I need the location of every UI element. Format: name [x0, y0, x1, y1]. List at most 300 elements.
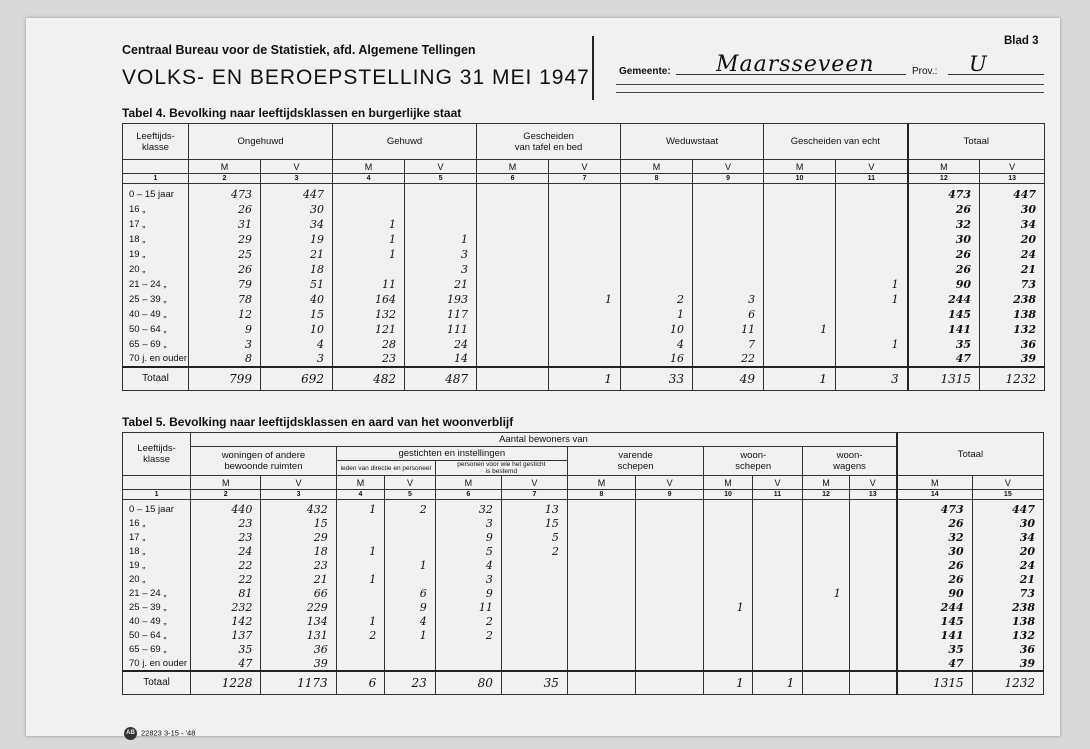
table-row — [123, 531, 1044, 545]
value-cell: 15 — [261, 307, 333, 322]
value-cell — [385, 573, 436, 587]
value-cell — [704, 531, 753, 545]
value-cell: 47 — [897, 657, 972, 671]
value-cell: 1 — [405, 232, 477, 247]
value-cell: 1 — [836, 277, 908, 292]
table-row — [123, 184, 1045, 202]
value-cell — [621, 184, 693, 202]
value-cell — [549, 262, 621, 277]
age-class-cell: 20 „ — [123, 573, 191, 587]
column-index: 5 — [385, 490, 436, 500]
age-class-cell: 70 j. en ouder — [123, 352, 189, 367]
value-cell: 440 — [191, 500, 261, 517]
total-cell: 1228 — [191, 671, 261, 695]
organisation-name: Centraal Bureau voor de Statistiek, afd. Algemene Tellingen — [122, 43, 476, 57]
value-cell: 39 — [261, 657, 336, 671]
value-cell — [336, 601, 385, 615]
value-cell: 9 — [435, 531, 501, 545]
value-cell: 51 — [261, 277, 333, 292]
group-header: Gehuwd — [333, 124, 477, 160]
value-cell: 2 — [501, 545, 567, 559]
table-row — [123, 352, 1045, 367]
value-cell: 473 — [908, 184, 980, 202]
value-cell: 137 — [191, 629, 261, 643]
table-row — [123, 337, 1045, 352]
value-cell — [764, 247, 836, 262]
table-row — [123, 573, 1044, 587]
value-cell: 11 — [333, 277, 405, 292]
value-cell — [704, 643, 753, 657]
value-cell — [477, 202, 549, 217]
value-cell — [752, 587, 803, 601]
value-cell — [405, 217, 477, 232]
total-cell: 487 — [405, 367, 477, 391]
age-class-cell: 40 – 49 „ — [123, 307, 189, 322]
value-cell — [385, 531, 436, 545]
value-cell — [501, 629, 567, 643]
column-index: 15 — [972, 490, 1043, 500]
column-index: 9 — [693, 174, 764, 184]
value-cell — [435, 643, 501, 657]
table-row — [123, 629, 1044, 643]
value-cell — [636, 601, 704, 615]
value-cell — [636, 615, 704, 629]
total-cell: 1 — [704, 671, 753, 695]
age-class-cell: 16 „ — [123, 517, 191, 531]
value-cell — [621, 277, 693, 292]
value-cell: 193 — [405, 292, 477, 307]
value-cell: 1 — [803, 587, 849, 601]
value-cell — [849, 657, 897, 671]
value-cell: 34 — [980, 217, 1045, 232]
value-cell — [704, 587, 753, 601]
column-index: 9 — [636, 490, 704, 500]
value-cell — [764, 337, 836, 352]
table-row — [123, 247, 1045, 262]
value-cell — [836, 217, 908, 232]
value-cell — [693, 262, 764, 277]
value-cell: 9 — [385, 601, 436, 615]
age-class-cell: 25 – 39 „ — [123, 292, 189, 307]
value-cell: 24 — [980, 247, 1045, 262]
value-cell — [405, 202, 477, 217]
value-cell — [549, 307, 621, 322]
value-cell — [849, 601, 897, 615]
value-cell: 22 — [191, 573, 261, 587]
value-cell — [567, 615, 635, 629]
age-class-cell: 0 – 15 jaar — [123, 500, 191, 517]
value-cell: 29 — [189, 232, 261, 247]
value-cell: 35 — [191, 643, 261, 657]
value-cell: 4 — [261, 337, 333, 352]
value-cell — [621, 232, 693, 247]
value-cell: 142 — [191, 615, 261, 629]
value-cell — [693, 247, 764, 262]
total-cell: 1 — [549, 367, 621, 391]
value-cell: 5 — [435, 545, 501, 559]
total-cell: 35 — [501, 671, 567, 695]
value-cell: 6 — [385, 587, 436, 601]
value-cell — [477, 352, 549, 367]
value-cell — [385, 657, 436, 671]
age-class-cell: 18 „ — [123, 232, 189, 247]
age-class-cell: 17 „ — [123, 531, 191, 545]
column-index: 3 — [261, 174, 333, 184]
value-cell: 2 — [336, 629, 385, 643]
group-header-label: woningen of andere bewoonde ruimten — [221, 450, 306, 472]
value-cell: 1 — [704, 601, 753, 615]
sex-header: M — [897, 476, 972, 490]
column-index: 10 — [704, 490, 753, 500]
value-cell — [501, 643, 567, 657]
sex-header: V — [261, 476, 336, 490]
value-cell — [336, 517, 385, 531]
total-label: Totaal — [123, 671, 191, 695]
value-cell: 3 — [405, 262, 477, 277]
age-class-cell: 16 „ — [123, 202, 189, 217]
value-cell — [336, 559, 385, 573]
column-index: 6 — [435, 490, 501, 500]
value-cell: 141 — [908, 322, 980, 337]
value-cell: 16 — [621, 352, 693, 367]
value-cell: 5 — [501, 531, 567, 545]
value-cell: 22 — [693, 352, 764, 367]
value-cell — [636, 559, 704, 573]
table5 — [122, 432, 1044, 695]
value-cell — [333, 262, 405, 277]
value-cell — [621, 202, 693, 217]
total-cell: 6 — [336, 671, 385, 695]
total-cell: 1232 — [980, 367, 1045, 391]
value-cell — [549, 277, 621, 292]
value-cell: 25 — [189, 247, 261, 262]
value-cell — [836, 322, 908, 337]
value-cell: 1 — [385, 629, 436, 643]
value-cell: 1 — [836, 292, 908, 307]
value-cell: 26 — [897, 517, 972, 531]
value-cell: 8 — [189, 352, 261, 367]
value-cell — [567, 601, 635, 615]
value-cell — [803, 601, 849, 615]
sex-header: V — [501, 476, 567, 490]
value-cell: 10 — [621, 322, 693, 337]
value-cell — [803, 559, 849, 573]
value-cell: 30 — [972, 517, 1043, 531]
sex-header: M — [764, 160, 836, 174]
value-cell — [567, 587, 635, 601]
page-title: VOLKS- EN BEROEPSTELLING 31 MEI 1947 — [122, 66, 590, 89]
value-cell — [333, 202, 405, 217]
value-cell: 30 — [980, 202, 1045, 217]
value-cell — [336, 657, 385, 671]
value-cell: 3 — [189, 337, 261, 352]
value-cell: 145 — [897, 615, 972, 629]
column-index: 7 — [549, 174, 621, 184]
value-cell: 11 — [693, 322, 764, 337]
value-cell: 18 — [261, 262, 333, 277]
value-cell — [501, 657, 567, 671]
value-cell — [333, 184, 405, 202]
value-cell: 26 — [189, 262, 261, 277]
table4 — [122, 123, 1045, 391]
table-row — [123, 559, 1044, 573]
value-cell: 20 — [972, 545, 1043, 559]
value-cell — [477, 307, 549, 322]
value-cell: 6 — [693, 307, 764, 322]
value-cell: 432 — [261, 500, 336, 517]
value-cell: 66 — [261, 587, 336, 601]
sex-header: V — [636, 476, 704, 490]
age-class-cell: 50 – 64 „ — [123, 322, 189, 337]
value-cell — [567, 517, 635, 531]
total-cell — [636, 671, 704, 695]
value-cell: 21 — [261, 247, 333, 262]
table-row — [123, 262, 1045, 277]
group-header — [803, 447, 897, 476]
value-cell — [385, 545, 436, 559]
value-cell: 32 — [435, 500, 501, 517]
total-cell: 80 — [435, 671, 501, 695]
sub-group-header: leden van directie en personeel — [336, 461, 435, 476]
value-cell: 238 — [972, 601, 1043, 615]
value-cell — [636, 573, 704, 587]
value-cell — [636, 517, 704, 531]
value-cell: 141 — [897, 629, 972, 643]
group-header-label: woon- schepen — [735, 450, 772, 472]
mv-blank — [123, 476, 191, 490]
sub-group-label: personen voor wie het gesticht is bestemd — [457, 461, 546, 475]
age-class-cell: 20 „ — [123, 262, 189, 277]
value-cell: 23 — [191, 531, 261, 545]
value-cell: 34 — [972, 531, 1043, 545]
value-cell: 145 — [908, 307, 980, 322]
value-cell — [752, 643, 803, 657]
value-cell: 244 — [897, 601, 972, 615]
value-cell: 24 — [405, 337, 477, 352]
value-cell — [435, 657, 501, 671]
group-header: Weduwstaat — [621, 124, 764, 160]
value-cell — [752, 517, 803, 531]
value-cell — [752, 657, 803, 671]
total-cell: 799 — [189, 367, 261, 391]
value-cell: 1 — [336, 545, 385, 559]
value-cell — [567, 500, 635, 517]
value-cell — [477, 247, 549, 262]
sex-header: M — [477, 160, 549, 174]
group-header: gestichten en instellingen — [336, 447, 567, 461]
sex-header: V — [261, 160, 333, 174]
value-cell: 1 — [333, 247, 405, 262]
value-cell: 39 — [972, 657, 1043, 671]
value-cell — [477, 217, 549, 232]
column-index: 3 — [261, 490, 336, 500]
print-footer — [124, 727, 195, 740]
value-cell — [803, 531, 849, 545]
total-cell: 1 — [764, 367, 836, 391]
value-cell: 1 — [385, 559, 436, 573]
value-cell — [567, 643, 635, 657]
value-cell — [501, 587, 567, 601]
total-cell: 482 — [333, 367, 405, 391]
value-cell: 117 — [405, 307, 477, 322]
value-cell — [764, 184, 836, 202]
value-cell: 4 — [385, 615, 436, 629]
value-cell — [567, 573, 635, 587]
value-cell: 21 — [980, 262, 1045, 277]
value-cell — [764, 292, 836, 307]
value-cell — [836, 247, 908, 262]
value-cell: 1 — [336, 615, 385, 629]
value-cell — [477, 322, 549, 337]
value-cell — [636, 587, 704, 601]
gemeente-value: Maarsseveen — [716, 52, 875, 77]
total-cell: 692 — [261, 367, 333, 391]
value-cell: 9 — [189, 322, 261, 337]
value-cell — [764, 232, 836, 247]
column-index: 4 — [333, 174, 405, 184]
census-form-sheet — [26, 18, 1060, 736]
value-cell — [549, 232, 621, 247]
value-cell — [636, 629, 704, 643]
value-cell — [764, 217, 836, 232]
value-cell: 13 — [501, 500, 567, 517]
total-cell — [477, 367, 549, 391]
value-cell: 36 — [980, 337, 1045, 352]
value-cell — [764, 262, 836, 277]
value-cell: 4 — [435, 559, 501, 573]
age-class-cell: 65 – 69 „ — [123, 337, 189, 352]
value-cell — [752, 629, 803, 643]
value-cell: 39 — [980, 352, 1045, 367]
value-cell: 40 — [261, 292, 333, 307]
column-index: 14 — [897, 490, 972, 500]
value-cell: 30 — [897, 545, 972, 559]
value-cell: 3 — [435, 517, 501, 531]
value-cell — [836, 232, 908, 247]
value-cell: 3 — [405, 247, 477, 262]
value-cell — [405, 184, 477, 202]
value-cell: 35 — [897, 643, 972, 657]
value-cell: 78 — [189, 292, 261, 307]
total-cell: 3 — [836, 367, 908, 391]
sex-header: V — [836, 160, 908, 174]
sheet-number: Blad 3 — [1004, 35, 1039, 47]
value-cell: 447 — [261, 184, 333, 202]
sub-group-header — [435, 461, 567, 476]
table-row — [123, 601, 1044, 615]
value-cell: 2 — [435, 615, 501, 629]
table-row — [123, 202, 1045, 217]
age-class-cell: 40 – 49 „ — [123, 615, 191, 629]
value-cell — [567, 657, 635, 671]
value-cell: 134 — [261, 615, 336, 629]
value-cell: 34 — [261, 217, 333, 232]
value-cell: 26 — [897, 573, 972, 587]
value-cell — [803, 545, 849, 559]
total-cell: 1315 — [908, 367, 980, 391]
group-header — [567, 447, 703, 476]
value-cell: 244 — [908, 292, 980, 307]
value-cell — [501, 615, 567, 629]
value-cell — [704, 517, 753, 531]
age-class-cell: 25 – 39 „ — [123, 601, 191, 615]
value-cell: 22 — [191, 559, 261, 573]
group-header-label: varende schepen — [617, 450, 654, 472]
value-cell: 229 — [261, 601, 336, 615]
value-cell: 14 — [405, 352, 477, 367]
value-cell: 111 — [405, 322, 477, 337]
value-cell — [567, 531, 635, 545]
value-cell: 28 — [333, 337, 405, 352]
table-row — [123, 307, 1045, 322]
value-cell — [477, 337, 549, 352]
age-class-label: Leeftijds- klasse — [136, 130, 175, 153]
sex-header: M — [621, 160, 693, 174]
span-header: Aantal bewoners van — [191, 433, 897, 447]
value-cell — [477, 262, 549, 277]
value-cell — [803, 643, 849, 657]
value-cell — [693, 202, 764, 217]
value-cell: 73 — [980, 277, 1045, 292]
group-header — [704, 447, 803, 476]
total-cell — [803, 671, 849, 695]
table-row — [123, 615, 1044, 629]
sex-header: V — [549, 160, 621, 174]
printer-logo-icon: AB — [124, 727, 137, 740]
value-cell: 132 — [972, 629, 1043, 643]
value-cell: 21 — [261, 573, 336, 587]
value-cell — [567, 629, 635, 643]
total-cell: 1232 — [972, 671, 1043, 695]
value-cell — [803, 573, 849, 587]
value-cell: 23 — [333, 352, 405, 367]
value-cell: 10 — [261, 322, 333, 337]
value-cell: 447 — [972, 500, 1043, 517]
value-cell: 2 — [385, 500, 436, 517]
sex-header: M — [908, 160, 980, 174]
value-cell: 132 — [980, 322, 1045, 337]
value-cell: 90 — [908, 277, 980, 292]
table-row — [123, 500, 1044, 517]
value-cell — [549, 352, 621, 367]
value-cell — [764, 277, 836, 292]
value-cell — [752, 559, 803, 573]
total-cell: 1 — [752, 671, 803, 695]
value-cell — [752, 500, 803, 517]
value-cell: 21 — [972, 573, 1043, 587]
value-cell — [567, 545, 635, 559]
value-cell — [704, 545, 753, 559]
value-cell — [549, 184, 621, 202]
value-cell — [704, 629, 753, 643]
value-cell: 447 — [980, 184, 1045, 202]
column-index: 2 — [191, 490, 261, 500]
age-class-cell: 18 „ — [123, 545, 191, 559]
province-label: Prov.: — [912, 66, 938, 77]
column-index: 12 — [803, 490, 849, 500]
value-cell — [836, 262, 908, 277]
value-cell — [849, 517, 897, 531]
value-cell — [803, 657, 849, 671]
value-cell — [704, 615, 753, 629]
value-cell: 31 — [189, 217, 261, 232]
mv-blank — [123, 160, 189, 174]
total-row — [123, 367, 1045, 391]
value-cell: 132 — [333, 307, 405, 322]
value-cell — [836, 307, 908, 322]
table-row — [123, 217, 1045, 232]
value-cell: 81 — [191, 587, 261, 601]
